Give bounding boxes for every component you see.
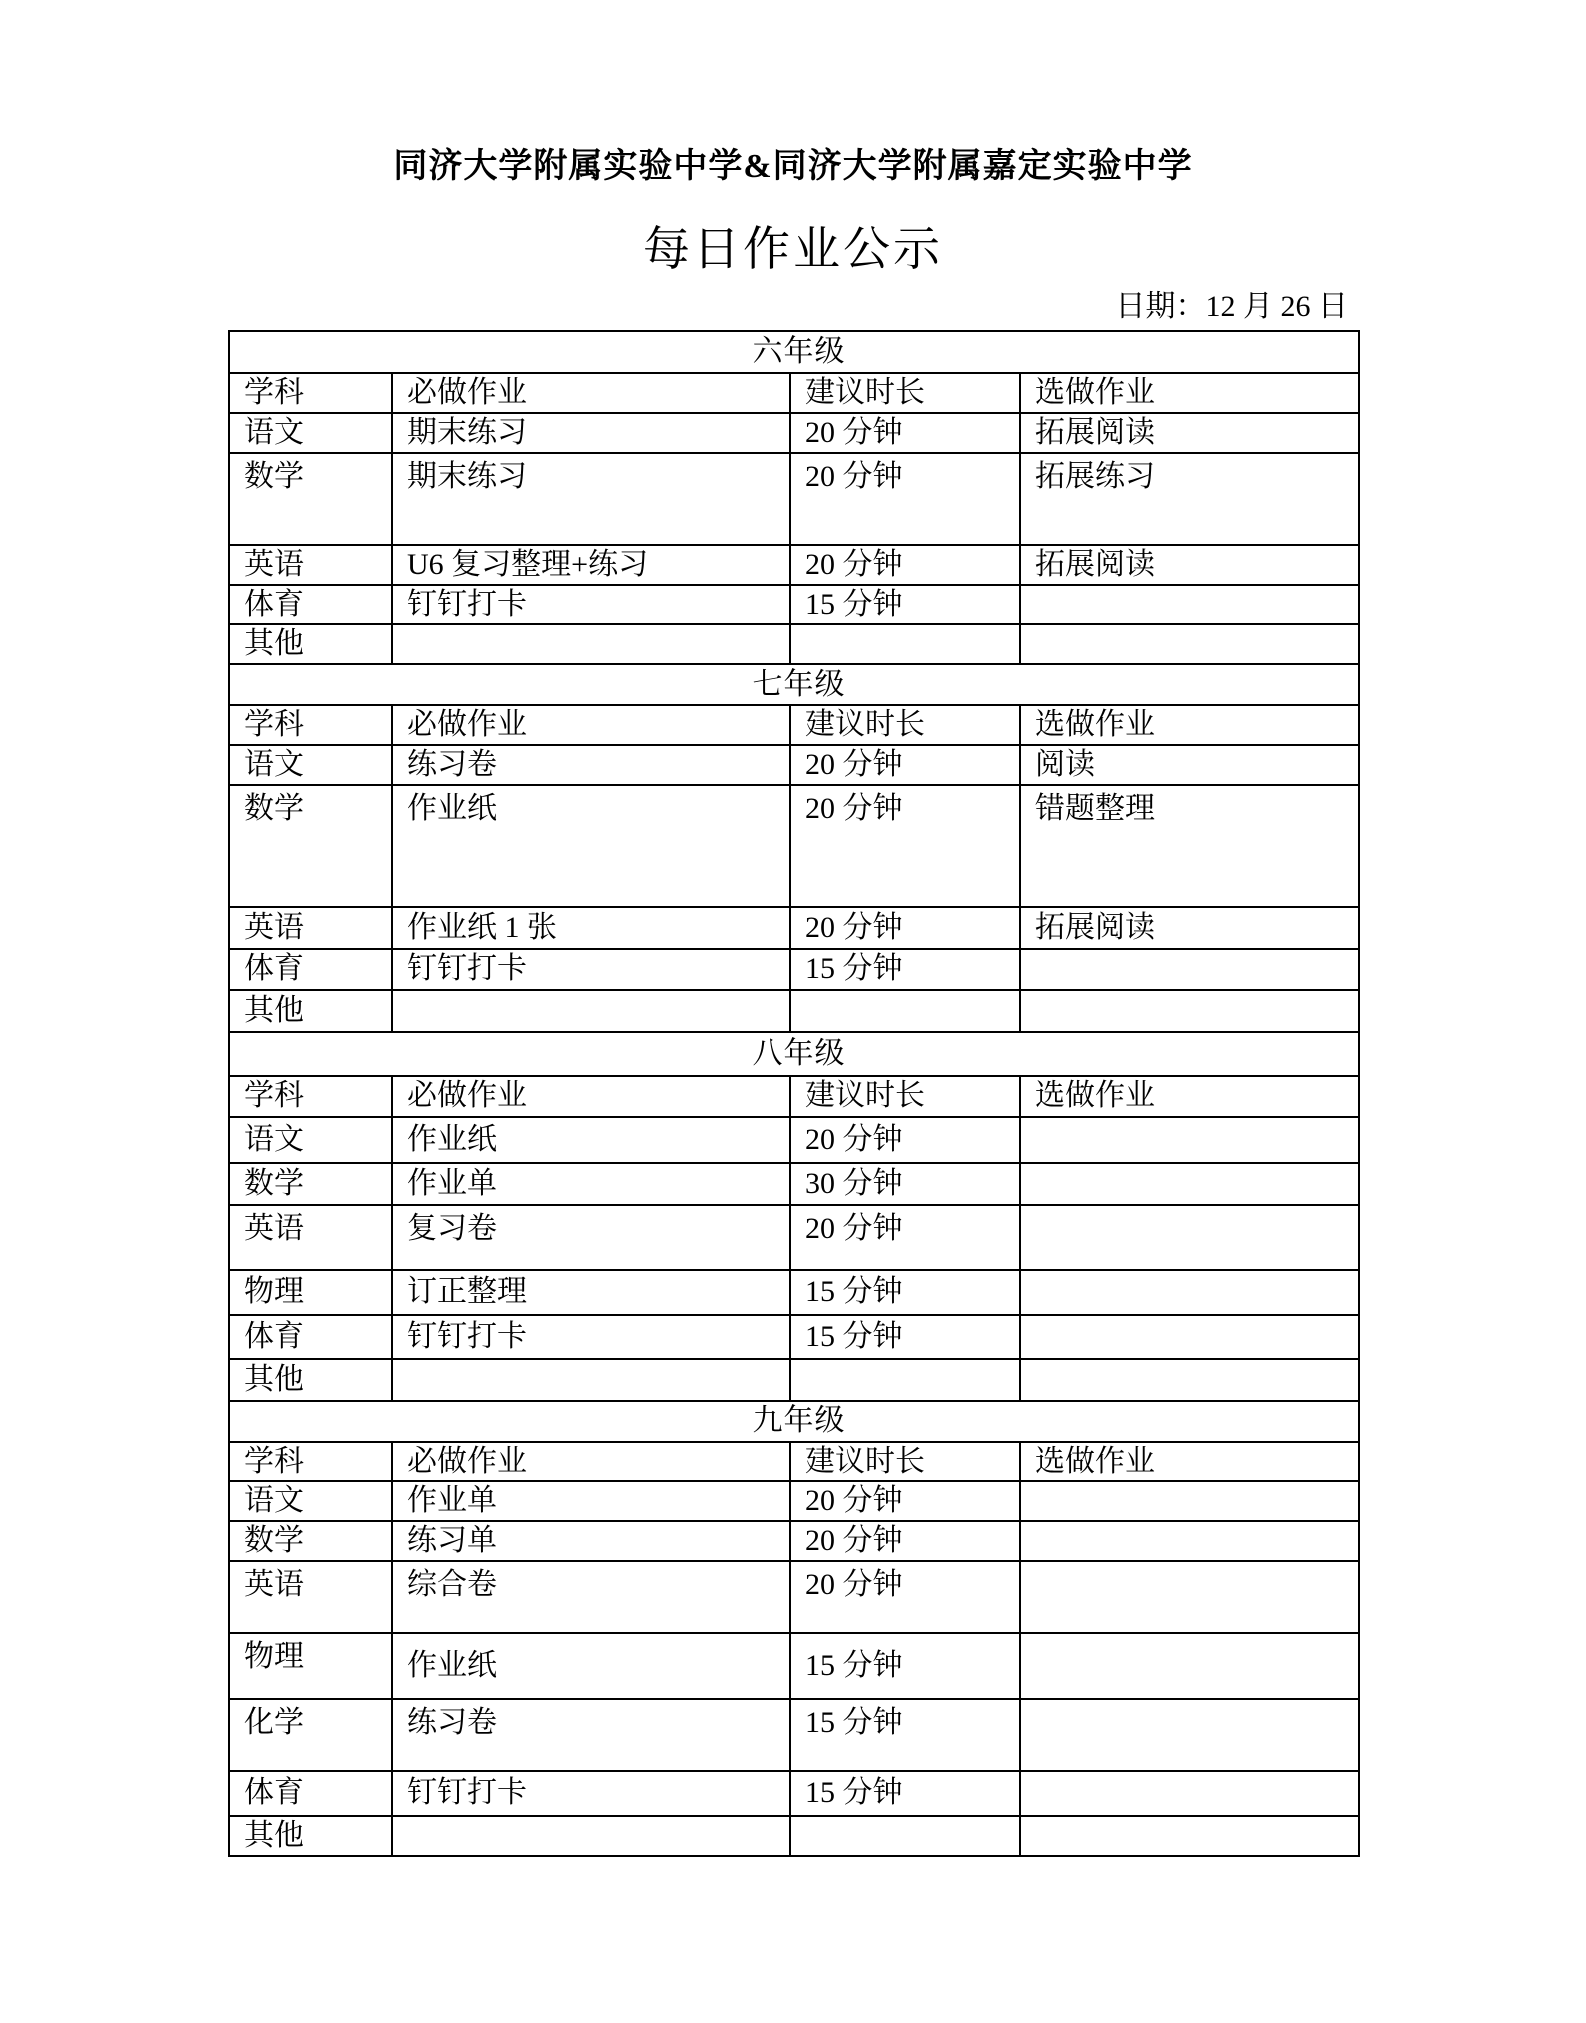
duration-cell: 20 分钟	[790, 545, 1020, 585]
section-header-grade9	[229, 1401, 1359, 1442]
optional-cell	[1020, 1205, 1359, 1270]
subject-cell: 语文	[229, 1117, 392, 1163]
column-header-optional: 选做作业	[1020, 705, 1359, 745]
row-grade7-english	[229, 907, 1359, 949]
column-header-subject: 学科	[229, 1442, 392, 1482]
required-cell: 作业纸 1 张	[392, 907, 790, 949]
duration-cell: 20 分钟	[790, 453, 1020, 545]
required-cell: 作业纸	[392, 785, 790, 907]
optional-cell	[1020, 1359, 1359, 1401]
duration-cell: 15 分钟	[790, 1633, 1020, 1699]
subject-cell: 物理	[229, 1270, 392, 1315]
row-grade9-chemistry	[229, 1699, 1359, 1771]
school-title: 同济大学附属实验中学&同济大学附属嘉定实验中学	[393, 148, 1193, 185]
subject-cell: 体育	[229, 585, 392, 625]
date-label: 日期：12 月 26 日	[1115, 290, 1348, 323]
row-grade9-pe	[229, 1771, 1359, 1816]
duration-cell: 20 分钟	[790, 1117, 1020, 1163]
subject-cell: 数学	[229, 1521, 392, 1561]
row-grade9-math	[229, 1521, 1359, 1561]
optional-cell	[1020, 1163, 1359, 1205]
duration-cell: 20 分钟	[790, 1481, 1020, 1521]
required-cell: 练习卷	[392, 745, 790, 785]
duration-cell: 15 分钟	[790, 1699, 1020, 1771]
duration-cell	[790, 1816, 1020, 1856]
optional-cell	[1020, 1699, 1359, 1771]
optional-cell	[1020, 1481, 1359, 1521]
required-cell: 期末练习	[392, 413, 790, 453]
duration-cell: 15 分钟	[790, 949, 1020, 990]
required-cell: 综合卷	[392, 1561, 790, 1633]
column-header-row-grade7	[229, 705, 1359, 745]
column-header-row-grade9	[229, 1442, 1359, 1482]
optional-cell	[1020, 1315, 1359, 1359]
optional-cell	[1020, 585, 1359, 625]
column-header-subject: 学科	[229, 1076, 392, 1117]
row-grade8-pe	[229, 1315, 1359, 1359]
column-header-optional: 选做作业	[1020, 1442, 1359, 1482]
row-grade8-chinese	[229, 1117, 1359, 1163]
row-grade7-other	[229, 990, 1359, 1032]
content-area	[228, 290, 1358, 1857]
section-title: 六年级	[229, 331, 1359, 373]
required-cell: 复习卷	[392, 1205, 790, 1270]
optional-cell: 阅读	[1020, 745, 1359, 785]
required-cell	[392, 624, 790, 664]
row-grade6-other	[229, 624, 1359, 664]
row-grade6-english	[229, 545, 1359, 585]
optional-cell	[1020, 1117, 1359, 1163]
duration-cell	[790, 624, 1020, 664]
optional-cell	[1020, 949, 1359, 990]
required-cell: 钉钉打卡	[392, 1771, 790, 1816]
required-cell: 钉钉打卡	[392, 949, 790, 990]
subject-cell: 其他	[229, 1816, 392, 1856]
duration-cell	[790, 990, 1020, 1032]
optional-cell: 拓展阅读	[1020, 413, 1359, 453]
row-grade8-math	[229, 1163, 1359, 1205]
row-grade6-chinese	[229, 413, 1359, 453]
subject-cell: 化学	[229, 1699, 392, 1771]
column-header-required: 必做作业	[392, 373, 790, 413]
column-header-row-grade8	[229, 1076, 1359, 1117]
column-header-duration: 建议时长	[790, 1442, 1020, 1482]
homework-table	[228, 330, 1360, 1857]
row-grade7-chinese	[229, 745, 1359, 785]
column-header-duration: 建议时长	[790, 373, 1020, 413]
optional-cell	[1020, 1521, 1359, 1561]
section-header-grade8	[229, 1032, 1359, 1076]
required-cell: 期末练习	[392, 453, 790, 545]
section-title: 九年级	[229, 1401, 1359, 1442]
column-header-optional: 选做作业	[1020, 1076, 1359, 1117]
column-header-row-grade6	[229, 373, 1359, 413]
section-header-grade7	[229, 664, 1359, 705]
subject-cell: 语文	[229, 745, 392, 785]
subject-cell: 英语	[229, 907, 392, 949]
duration-cell: 30 分钟	[790, 1163, 1020, 1205]
duration-cell: 20 分钟	[790, 1521, 1020, 1561]
subject-cell: 其他	[229, 990, 392, 1032]
required-cell	[392, 990, 790, 1032]
column-header-required: 必做作业	[392, 1076, 790, 1117]
required-cell: 作业单	[392, 1481, 790, 1521]
required-cell: 练习卷	[392, 1699, 790, 1771]
subject-cell: 数学	[229, 1163, 392, 1205]
optional-cell	[1020, 1633, 1359, 1699]
duration-cell: 20 分钟	[790, 745, 1020, 785]
section-header-grade6	[229, 331, 1359, 373]
required-cell: 钉钉打卡	[392, 1315, 790, 1359]
duration-cell: 20 分钟	[790, 907, 1020, 949]
column-header-subject: 学科	[229, 705, 392, 745]
duration-cell	[790, 1359, 1020, 1401]
column-header-duration: 建议时长	[790, 1076, 1020, 1117]
optional-cell: 错题整理	[1020, 785, 1359, 907]
duration-cell: 20 分钟	[790, 785, 1020, 907]
optional-cell	[1020, 990, 1359, 1032]
row-grade6-math	[229, 453, 1359, 545]
optional-cell: 拓展阅读	[1020, 545, 1359, 585]
required-cell: 作业纸	[392, 1633, 790, 1699]
subject-cell: 数学	[229, 453, 392, 545]
optional-cell	[1020, 624, 1359, 664]
required-cell: 练习单	[392, 1521, 790, 1561]
section-title: 八年级	[229, 1032, 1359, 1076]
subject-cell: 数学	[229, 785, 392, 907]
row-grade9-chinese	[229, 1481, 1359, 1521]
row-grade8-other	[229, 1359, 1359, 1401]
column-header-required: 必做作业	[392, 705, 790, 745]
row-grade8-english	[229, 1205, 1359, 1270]
optional-cell	[1020, 1771, 1359, 1816]
column-header-duration: 建议时长	[790, 705, 1020, 745]
subject-cell: 其他	[229, 624, 392, 664]
subject-cell: 体育	[229, 1771, 392, 1816]
duration-cell: 15 分钟	[790, 1771, 1020, 1816]
optional-cell: 拓展练习	[1020, 453, 1359, 545]
duration-cell: 15 分钟	[790, 1315, 1020, 1359]
required-cell: 钉钉打卡	[392, 585, 790, 625]
duration-cell: 20 分钟	[790, 1205, 1020, 1270]
optional-cell	[1020, 1561, 1359, 1633]
required-cell	[392, 1816, 790, 1856]
subject-cell: 体育	[229, 1315, 392, 1359]
required-cell: U6 复习整理+练习	[392, 545, 790, 585]
duration-cell: 20 分钟	[790, 1561, 1020, 1633]
optional-cell	[1020, 1816, 1359, 1856]
row-grade8-physics	[229, 1270, 1359, 1315]
row-grade6-pe	[229, 585, 1359, 625]
column-header-optional: 选做作业	[1020, 373, 1359, 413]
subject-cell: 英语	[229, 545, 392, 585]
subject-cell: 英语	[229, 1561, 392, 1633]
subject-cell: 语文	[229, 1481, 392, 1521]
column-header-required: 必做作业	[392, 1442, 790, 1482]
subject-cell: 语文	[229, 413, 392, 453]
duration-cell: 20 分钟	[790, 413, 1020, 453]
optional-cell	[1020, 1270, 1359, 1315]
row-grade9-english	[229, 1561, 1359, 1633]
duration-cell: 15 分钟	[790, 585, 1020, 625]
required-cell	[392, 1359, 790, 1401]
row-grade7-pe	[229, 949, 1359, 990]
duration-cell: 15 分钟	[790, 1270, 1020, 1315]
required-cell: 作业纸	[392, 1117, 790, 1163]
required-cell: 订正整理	[392, 1270, 790, 1315]
optional-cell: 拓展阅读	[1020, 907, 1359, 949]
subject-cell: 其他	[229, 1359, 392, 1401]
required-cell: 作业单	[392, 1163, 790, 1205]
column-header-subject: 学科	[229, 373, 392, 413]
row-grade9-physics	[229, 1633, 1359, 1699]
subject-cell: 体育	[229, 949, 392, 990]
subject-cell: 英语	[229, 1205, 392, 1270]
doc-title: 每日作业公示	[643, 224, 943, 276]
row-grade7-math	[229, 785, 1359, 907]
section-title: 七年级	[229, 664, 1359, 705]
row-grade9-other	[229, 1816, 1359, 1856]
subject-cell: 物理	[229, 1633, 392, 1699]
